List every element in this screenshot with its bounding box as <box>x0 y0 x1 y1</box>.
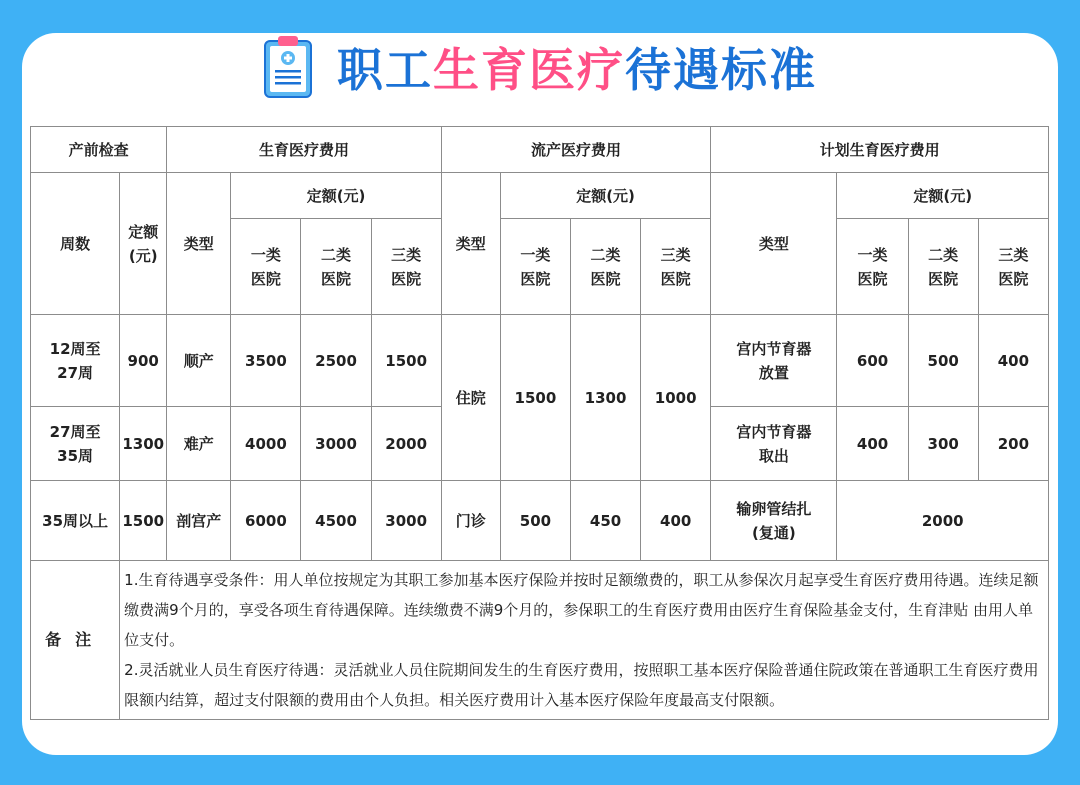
header-birth-quota: 定额(元) <box>231 173 441 219</box>
fp-type-line: 取出 <box>758 446 789 465</box>
header-prenatal-quota <box>120 173 167 315</box>
hospital-class-label: 二类 <box>928 245 959 264</box>
hospital-class-1 <box>231 219 301 315</box>
header-family-planning: 计划生育医疗费用 <box>711 127 1049 173</box>
hospital-class-2 <box>301 219 371 315</box>
abortion-value: 1300 <box>570 315 640 481</box>
hospital-class-2 <box>908 219 978 315</box>
hospital-label: 医院 <box>998 269 1029 288</box>
hospital-class-label: 三类 <box>998 245 1029 264</box>
note-item: 2.灵活就业人员生育医疗待遇：灵活就业人员住院期间发生的生育医疗费用，按照职工基本医疗保险普通住院政策在普通职工生育医疗费用限额内结算，超过支付限额的费用由个人负担。相关医疗费用计入基本医疗保险年度最高支付限额。 <box>124 661 1039 709</box>
prenatal-amount: 1300 <box>120 407 167 481</box>
note-item: 1.生育待遇享受条件：用人单位按规定为其职工参加基本医疗保险并按时足额缴费的，职工从参保次月起享受生育医疗费用待遇。连续足额缴费满9个月的，享受各项生育待遇保障。连续缴费不满9个月的，参保职工的生育医疗费用由医疗生育保险基金支付，生育津贴 由用人单位支付。 <box>124 571 1039 649</box>
hospital-label: 医院 <box>391 269 422 288</box>
table-row <box>31 315 1049 407</box>
header-abortion-type: 类型 <box>441 173 500 315</box>
birth-value: 2500 <box>301 315 371 407</box>
prenatal-amount: 900 <box>120 315 167 407</box>
header-row-1 <box>31 127 1049 173</box>
prenatal-weeks: 35周以上 <box>31 481 120 561</box>
hospital-class-1 <box>837 219 908 315</box>
fp-value: 2000 <box>837 481 1049 561</box>
birth-value: 3000 <box>301 407 371 481</box>
header-birth: 生育医疗费用 <box>167 127 442 173</box>
fp-type-line: (复通) <box>752 523 796 542</box>
hospital-class-2 <box>570 219 640 315</box>
hospital-class-label: 一类 <box>520 245 551 264</box>
birth-type: 难产 <box>167 407 231 481</box>
prenatal-amount: 1500 <box>120 481 167 561</box>
birth-value: 2000 <box>371 407 441 481</box>
header-birth-type: 类型 <box>167 173 231 315</box>
header-abortion-quota: 定额(元) <box>500 173 710 219</box>
benefit-standard-table <box>30 126 1049 720</box>
fp-type <box>711 407 837 481</box>
notes-content <box>120 561 1049 720</box>
fp-type-line: 放置 <box>758 363 789 382</box>
weeks-line: 35周 <box>57 446 94 465</box>
hospital-class-3 <box>978 219 1048 315</box>
header-fp-type: 类型 <box>711 173 837 315</box>
hospital-class-label: 一类 <box>857 245 888 264</box>
hospital-label: 医院 <box>321 269 352 288</box>
weeks-line: 27周 <box>57 363 94 382</box>
hospital-class-label: 三类 <box>660 245 691 264</box>
table-row <box>31 481 1049 561</box>
header-row-2 <box>31 173 1049 219</box>
hospital-label: 医院 <box>590 269 621 288</box>
prenatal-weeks <box>31 407 120 481</box>
birth-type: 顺产 <box>167 315 231 407</box>
birth-value: 3500 <box>231 315 301 407</box>
fp-value: 400 <box>978 315 1048 407</box>
fp-type <box>711 315 837 407</box>
fp-value: 300 <box>908 407 978 481</box>
birth-type: 剖宫产 <box>167 481 231 561</box>
fp-value: 600 <box>837 315 908 407</box>
abortion-value: 500 <box>500 481 570 561</box>
header-fp-quota: 定额(元) <box>837 173 1049 219</box>
birth-value: 1500 <box>371 315 441 407</box>
weeks-line: 27周至 <box>49 422 101 441</box>
abortion-value: 450 <box>570 481 640 561</box>
birth-value: 4500 <box>301 481 371 561</box>
title-part-2: 生育医疗 <box>433 43 625 97</box>
header <box>0 0 1080 126</box>
page-title <box>337 34 817 100</box>
birth-value: 3000 <box>371 481 441 561</box>
title-part-1: 职工 <box>337 43 433 97</box>
fp-type-line: 输卵管结扎 <box>736 499 812 518</box>
hospital-class-3 <box>641 219 711 315</box>
hospital-label: 医院 <box>250 269 281 288</box>
hospital-label: 医院 <box>857 269 888 288</box>
fp-type-line: 宫内节育器 <box>736 422 812 441</box>
hospital-label: 医院 <box>928 269 959 288</box>
fp-value: 400 <box>837 407 908 481</box>
notes-row <box>31 561 1049 720</box>
weeks-line: 12周至 <box>49 339 101 358</box>
abortion-type: 住院 <box>441 315 500 481</box>
quota-line-2: (元) <box>128 246 158 265</box>
fp-type <box>711 481 837 561</box>
hospital-class-label: 二类 <box>321 245 352 264</box>
notes-label: 备注 <box>31 561 120 720</box>
abortion-type: 门诊 <box>441 481 500 561</box>
abortion-value: 400 <box>641 481 711 561</box>
hospital-class-label: 二类 <box>590 245 621 264</box>
birth-value: 4000 <box>231 407 301 481</box>
prenatal-weeks <box>31 315 120 407</box>
hospital-label: 医院 <box>520 269 551 288</box>
birth-value: 6000 <box>231 481 301 561</box>
fp-value: 500 <box>908 315 978 407</box>
fp-type-line: 宫内节育器 <box>736 339 812 358</box>
fp-value: 200 <box>978 407 1048 481</box>
header-abortion: 流产医疗费用 <box>441 127 711 173</box>
title-part-3: 待遇标准 <box>625 43 817 97</box>
abortion-value: 1500 <box>500 315 570 481</box>
hospital-class-3 <box>371 219 441 315</box>
hospital-label: 医院 <box>660 269 691 288</box>
hospital-class-label: 三类 <box>391 245 422 264</box>
header-weeks: 周数 <box>31 173 120 315</box>
abortion-value: 1000 <box>641 315 711 481</box>
header-prenatal: 产前检查 <box>31 127 167 173</box>
quota-line-1: 定额 <box>128 222 159 241</box>
hospital-class-1 <box>500 219 570 315</box>
clipboard-medical-icon <box>263 35 313 99</box>
hospital-class-label: 一类 <box>250 245 281 264</box>
